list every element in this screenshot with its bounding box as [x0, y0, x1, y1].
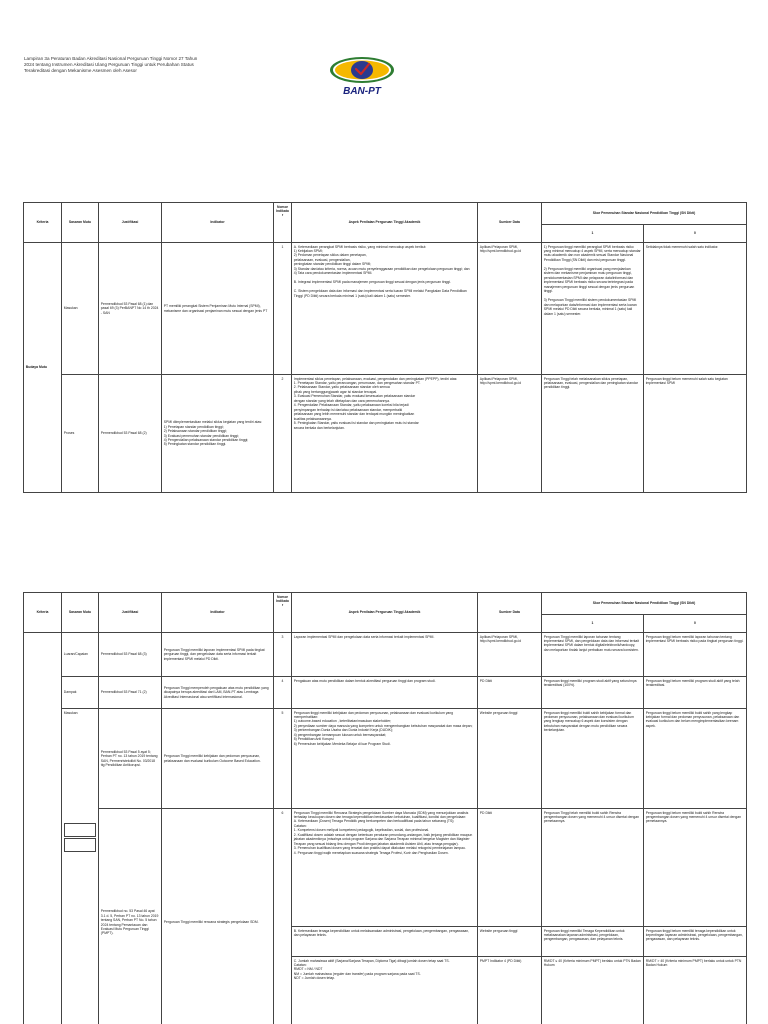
skor-0-text: Perguruan tinggi belum memenuhi salah satu kegiatan implementasi SPMI [645, 376, 729, 385]
skor-1-text: Perguruan tinggi memiliki program studi aktif yang seluruhnya terakreditasi (100%). [543, 678, 638, 687]
aspek-text: A. Ketersediaan perangkat SPMI berbasis risiko, yang minimal mencakup aspek berikut: 1) Kebijakan SPMI; 2) Pedoman penetapan siklus dalam penetapan, pelaksanaan, evaluasi, pengendalian, peningkatan standar pendidikan tinggi dalam SPMI; 3) Standar dan/atau kriteria, norma, acuan mutu penyelenggaraan pendidikan dan pengelolaan perguruan tinggi; dan 4) Tata cara pendokumentasian implementasi SPMI. B. Integrasi implementasi SPMI pada manajemen perguruan tinggi sesuai dengan jenis perguruan tinggi. C. Sistem pengelolaan data dan informasi dan implementasi serta luaran SPMI melalui Pangkalan Data Pendidikan Tinggi (PD Dikti) secara berkala minimal 1 (satu) kali dalam 1 (satu) semester. [293, 244, 470, 298]
header-justifikasi: Justifikasi [99, 593, 162, 633]
skor-1-text: Perguruan Tinggi memiliki laporan tahunan tentang implementasi SPMI, dan pengelolaan data dan informasi terkait implementasi SPMI dalam bentuk digital/elektronik/hardcopy, dan melaporkan tindak lanjut perbaikan mutu secara konsisten. [543, 634, 640, 652]
indikator-cell [162, 809, 274, 1024]
justifikasi-cell [99, 633, 162, 677]
justifikasi-text: Permendikbud 53 Pasal 68 (3) [100, 652, 147, 657]
skor-0-text: Perguruan tinggi belum memiliki program studi aktif yang telah terakreditasi. [645, 678, 741, 687]
indikator-cell [162, 633, 274, 677]
table-row [24, 375, 747, 493]
skor-1-cell [542, 809, 644, 927]
sumber-cell [478, 633, 542, 677]
sumber-text: Aplikasi Pelaporan SPMI, http://spmi.kemdikbud.go.id [479, 244, 522, 253]
nomor-cell: 6 [274, 809, 292, 1024]
nomor-cell: 4 [274, 677, 292, 709]
skor-1-cell [542, 633, 644, 677]
indicator-table-1 [23, 202, 746, 493]
nomor-cell: 1 [274, 243, 292, 375]
skor-0-cell [644, 809, 747, 927]
sumber-text: Website perguruan tinggi [479, 710, 518, 715]
justifikasi-text: Permendikbud 53 Pasal 5 ayat 5; Perban PT no. 13 tahun 2019 tentang SAN, Permenristekdikti No. 03/2018 ttg Pendidikan Antikorupsi. [100, 749, 159, 767]
skor-0-cell [644, 677, 747, 709]
sasaran-cell: Dampak [62, 677, 99, 709]
header-skor: Skor Pemenuhan Standar Nasional Pendidikan Tinggi (SN Dikti) [542, 593, 747, 615]
header-aspek: Aspek Penilaian Perguruan Tinggi Akademik [292, 593, 478, 633]
skor-1-cell [542, 243, 644, 375]
skor-0-text: Perguruan tinggi belum memiliki tenaga kependidikan untuk kepentingan layanan administrasi, pengelolaan, pengembangan, pengawasan, dan pelayanan teknis. [645, 928, 744, 942]
aspek-text: Perguruan tinggi memiliki kebijakan dan pedoman penyusunan, pelaksanaan dan evaluasi kurikulum yang memperhatikan: 1) outcome-based education , keterlibatan/masukan stakeholder; 2) penyediaan sumber daya manusia yang kompeten untuk mengembangkan kebutuhan masyarakat dan masa depan; 3) perkembangan Dunia Usaha dan Dunia Industri Kerja (DUDIK); 4) pengembangan kemampuan lulusan untuk bermasyarakat; 5) Pendidikan Anti Korupsi 6) Pemenuhan kebijakan Merdeka Belajar di luar Program Studi. [293, 710, 473, 746]
justifikasi-cell [99, 375, 162, 493]
logo-text: BAN-PT [343, 86, 381, 97]
header-nomor-indikator: Nomor Indikator [274, 203, 292, 243]
header-indikator: Indikator [162, 203, 274, 243]
ban-pt-logo [326, 52, 398, 100]
header-sasaran-mutu: Sasaran Mutu [62, 203, 99, 243]
header-kriteria: Kriteria [24, 593, 62, 633]
header-kriteria: Kriteria [24, 203, 62, 243]
sumber-cell [478, 927, 542, 957]
sasaran-cell: Masukan [62, 243, 99, 375]
table-row [24, 677, 747, 709]
indikator-text: Perguruan Tinggi memperoleh pengakuan atas mutu pendidikan yang dicapainya berupa akreditasi dari LAM, BAN-PT atau Lembaga Akreditasi Internasional atau sertifikasi internasional. [163, 685, 270, 699]
indikator-cell [162, 375, 274, 493]
nomor-cell: 3 [274, 633, 292, 677]
skor-1-cell [542, 375, 644, 493]
header-sumber-data: Sumber Data [478, 203, 542, 243]
header-skor: Skor Pemenuhan Standar Nasional Pendidikan Tinggi (SN Dikti) [542, 203, 747, 225]
table-row [24, 809, 747, 927]
skor-1-cell [542, 709, 644, 809]
sumber-cell [478, 809, 542, 927]
aspek-cell [292, 243, 478, 375]
caption-line: 2024 tentang Instrumen Akreditasi Ulang Perguruan Tinggi untuk Perubahan Status [24, 62, 194, 68]
indikator-cell [162, 677, 274, 709]
indikator-text: Perguruan Tinggi memiliki kebijakan dan pedoman penyusunan, pelaksanaan dan evaluasi kurikulum Outcome Based Education. [163, 754, 262, 763]
sumber-cell [478, 243, 542, 375]
nomor-cell: 5 [274, 709, 292, 809]
header-skor-0: 0 [644, 225, 747, 243]
aspek-text: Perguruan Tinggi memiliki Rencana Strategis pengelolaan Sumber daya Manusia (SDM) yang menunjukkan analisis terhadap kecukupan dosen dan tenaga kependidikan berdasarkan kebutuhan, kualifikasi, kondisi dan pengelolaan: A. Ketersediaan (Dosen) Tenaga Pendidik yang berkompeten dan berkualifikasi pada tahun sekarang (TS); Catatan: 1. Kompetensi dosen meliputi kompetensi pedagogik, kepribadian, sosial, dan profesional. 2. Kualifikasi dosen adalah sesuai dengan ketentuan peraturan perundang-undangan, baik jenjang pendidikan maupun jabatan akademiknya (misalnya untuk program Sarjana dan Sarjana Terapan minimal bergelar Magister dan Magister Terapan yang sesuai bidang ilmu dengan Prodi dengan jabatan akademik Asisten Ahli, atau tenaga pengajar). 3. Pemenuhan kualifikasi dosen yang tercatat dan praktisi dapat dilakukan melalui rekognisi pembelajaran lampau. 4. Perguruan tinggi wajib menetapkan suasana strategis Tenaga Profesi, Kurir dan Penghasilan Dosen. [293, 810, 473, 855]
skor-1-text: Perguruan tinggi memiliki Tenaga Kependidikan untuk melaksanakan layanan administrasi, pengelolaan, pengembangan, pengawasan, dan pelayanan teknis. [543, 928, 626, 942]
justifikasi-cell [99, 709, 162, 809]
indicator-table-2 [23, 592, 746, 1024]
sumber-text: Aplikasi Pelaporan SPMI, http://spmi.kemdikbud.go.id [479, 634, 522, 643]
justifikasi-text: Permendikbud 53 Pasal 68 (2) [100, 431, 147, 436]
aspek-text: Laporan implementasi SPMI dan pengelolaan data serta informasi terkait implementasi SPMI. [293, 634, 435, 639]
skor-0-cell [644, 927, 747, 957]
aspek-text: Pengakuan atas mutu pendidikan dalam bentuk akreditasi perguruan tinggi dan program studi. [293, 678, 436, 683]
lampiran-caption [24, 56, 244, 75]
aspek-cell [292, 633, 478, 677]
sumber-text: PD Dikti [479, 678, 493, 683]
sasaran-cell [62, 709, 99, 1024]
sasaran-cell: Luaran/Capaian [62, 633, 99, 677]
skor-0-text: Perguruan tinggi belum memiliki bukti sahih yang lengkap kebijakan formal dan pedoman penyusunan, pelaksanaan dan evaluasi kurikulum dan belum mengimplementasikan keenam aspek. [645, 710, 741, 728]
justifikasi-text: Permendikbud 53 Pasal 68 (1) dan pasal 69 (3) PerBANPT No 14 th 2024 - SAN [100, 301, 160, 315]
sumber-text: PMPT Indikator 4 (PD Dikti) [479, 958, 522, 963]
header-nomor-indikator: Nomor Indikator [274, 593, 292, 633]
header-sumber-data: Sumber Data [478, 593, 542, 633]
indikator-text: SPMI diimplementasikan melalui siklus kegiatan yang terdiri atas: 1) Penetapan standar pendidikan tinggi; 2) Pelaksanaan standar pendidikan tinggi; 3) Evaluasi pemenuhan standar pendidikan tinggi; 4) Pengendalian pelaksanaan standar pendidikan tinggi; 5) Peningkatan standar pendidikan tinggi. [163, 420, 262, 447]
aspek-cell [292, 957, 478, 1024]
aspek-cell [292, 677, 478, 709]
aspek-text: C. Jumlah mahasiswa aktif (Sarjana/Sarjana Terapan, Diploma Tiga) dibagi jumlah dosen tetap saat TS. Catatan: RMDT = NM / NDT NM = Jumlah mahasiswa (reguler dan transfer) pada program sarjana pada saat TS. NDT = Jumlah dosen tetap. [293, 958, 450, 981]
table-row [24, 709, 747, 809]
skor-1-text: 1) Perguruan tinggi memiliki perangkat SPMI berbasis risiko yang minimal mencakup 4 aspek SPMI, serta mencakup standar mutu akademik dan non akademik sesuai Standar Nasional Pendidikan Tinggi (SN Dikti) dan misi perguruan tinggi. 2) Perguruan tinggi memiliki organisasi yang menjalankan sistem dan mekanisme penjaminan mutu perguruan tinggi, pendokumentasian SPMI dan pelaporan data/informasi dan implementasi SPMI berbasis risiko secara terintegrasi pada manajemen perguruan tinggi sesuai dengan jenis perguruan tinggi. 3) Perguruan Tinggi memiliki sistem pendokumentasian SPMI dan melaporkan data/informasi dan implementasi serta luaran SPMI melalui PD Dikti secara berkala, minimal 1 (satu) kali dalam 1 (satu) semester. [543, 244, 641, 316]
header-skor-1: 1 [542, 225, 644, 243]
skor-0-cell [644, 957, 747, 1024]
skor-0-text: Perguruan tinggi belum memiliki laporan tahunan tentang implementasi SPMI berbasis risiko pada tingkat perguruan tinggi. [645, 634, 744, 643]
skor-0-cell [644, 633, 747, 677]
table-row [24, 633, 747, 677]
skor-1-text: Perguruan tinggi memiliki bukti sahih kebijakan formal dan pedoman penyusunan, pelaksanaan dan evaluasi kurikulum yang lengkap mencakup 6 aspek dan konsisten dengan kebutuhan masyarakat dengan mutu pendidikan secara berkelanjutan. [543, 710, 635, 733]
header-sasaran-mutu: Sasaran Mutu [62, 593, 99, 633]
aspek-cell [292, 375, 478, 493]
aspek-text: Implementasi siklus penetapan, pelaksanaan, evaluasi, pengendalian dan peningkatan (PPEPP), terdiri atas: 1. Penetapan Standar, yaitu perancangan, perumusan, dan pengesahan standar PT. 2. Pelaksanaan Standar, yaitu pelaksanaan standar oleh semua pihak yang bertanggungjawab agar isi standar tercapai. 3. Evaluasi Pemenuhan Standar, yaitu evaluasi kesesuaian pelaksanaan standar dengan standar yang telah ditetapkan dan cara pemenuhannya. 4. Pengendalian Pelaksanaan Standar, yaitu pelaksanaan koreksi bila terjadi penyimpangan terhadap isi dan/atau pelaksanaan standar, memperbaiki pelaksanaan yang lebih memenuhi standar dan terdapat mungkin meningkatkan kualitas pelaksanaannya. 5. Peningkatan Standar, yaitu evaluasi isi standar dan peningkatan mutu isi standar secara berkala dan berkelanjutan. [293, 376, 458, 430]
sumber-cell [478, 375, 542, 493]
header-aspek: Aspek Penilaian Perguruan Tinggi Akademik [292, 203, 478, 243]
sasaran-sub-box [64, 838, 96, 852]
skor-0-cell [644, 709, 747, 809]
aspek-cell [292, 927, 478, 957]
skor-1-cell [542, 957, 644, 1024]
skor-1-text: Perguruan Tinggi telah melaksanakan siklus penetapan, pelaksanaan, evaluasi, pengendalian dan peningkatan standar pendidikan tinggi. [543, 376, 639, 390]
sumber-text: PD Dikti [479, 810, 493, 815]
skor-1-text: Perguruan Tinggi telah memiliki bukti sahih Renstra pengembangan dosen yang memenuhi 4 unsur disertai dengan pemetaannya. [543, 810, 640, 824]
indikator-cell [162, 243, 274, 375]
justifikasi-cell [99, 243, 162, 375]
aspek-cell [292, 809, 478, 927]
sumber-text: Website perguruan tinggi [479, 928, 518, 933]
skor-0-cell [644, 243, 747, 375]
header-justifikasi: Justifikasi [99, 203, 162, 243]
kriteria-cell [24, 633, 62, 1024]
table-row [24, 243, 747, 375]
indikator-cell [162, 709, 274, 809]
aspek-cell [292, 709, 478, 809]
aspek-text: B. Ketersediaan tenaga kependidikan untuk melaksanakan administrasi, pengelolaan, pengembangan, pengawasan, dan pelayanan teknis. [293, 928, 471, 937]
header-skor-1: 1 [542, 615, 644, 633]
sasaran-text: Masukan [63, 710, 78, 715]
skor-1-text: RM/DT ≤ 40 (Kriteria minimum PMPT) berlaku untuk PTN Badan Hukum [543, 958, 642, 967]
skor-1-cell [542, 677, 644, 709]
sasaran-cell: Proses [62, 375, 99, 493]
indikator-text: PT memiliki perangkat Sistem Penjaminan Mutu Internal (SPMI), mekanisme dan organisasi penjaminan mutu sesuai dengan jenis PT [163, 304, 268, 313]
skor-0-text: RM/DT > 40 (Kriteria minimum PMPT) berlaku untuk untuk PTN Badan Hukum [645, 958, 743, 967]
sasaran-sub-box [64, 823, 96, 837]
caption-line: Terakreditasi dengan Mekanisme Asesmen oleh Asesor [24, 68, 137, 74]
skor-0-text: Setidaknya tidak memenuhi salah satu indikator. [645, 244, 719, 249]
caption-line: Lampiran 3a Peraturan Badan Akreditasi Nasional Perguruan Tinggi Nomor 27 Tahun [24, 56, 198, 61]
sumber-cell [478, 957, 542, 1024]
table-header-row [24, 203, 747, 225]
header-skor-0: 0 [644, 615, 747, 633]
justifikasi-text: Permendikbud no. 53 Pasal 46 ayat 3.1 d. 5, Perban PT no. 13 tahun 2019 tentang SAN, Perban PT No. 5 tahun 2024 tentang Pemantauan dan Evaluasi Mutu Perguruan Tinggi (PMPT). [100, 909, 160, 936]
skor-0-cell [644, 375, 747, 493]
sumber-text: Aplikasi Pelaporan SPMI, http://spmi.kemdikbud.go.id [479, 376, 522, 385]
sumber-cell [478, 709, 542, 809]
indikator-text: Perguruan Tinggi memiliki laporan implementasi SPMI pada tingkat perguruan tinggi, dan pengelolaan data serta informasi terkait implementasi SPMI melalui PD Dikti. [163, 647, 266, 661]
nomor-cell: 2 [274, 375, 292, 493]
indikator-text: Perguruan Tinggi memiliki rencana strategis pengelolaan SDM. [163, 920, 259, 925]
table-header-row [24, 593, 747, 615]
skor-0-text: Perguruan tinggi belum memiliki bukti sahih Renstra pengembangan dosen yang memenuhi 4 unsur disertai dengan pemetaannya. [645, 810, 742, 824]
justifikasi-text: Permendikbud 53 Pasal 71 (2) [100, 690, 147, 695]
justifikasi-cell [99, 677, 162, 709]
skor-1-cell [542, 927, 644, 957]
justifikasi-cell [99, 809, 162, 1024]
sumber-cell [478, 677, 542, 709]
header-indikator: Indikator [162, 593, 274, 633]
kriteria-cell: Budaya Mutu [24, 243, 62, 493]
